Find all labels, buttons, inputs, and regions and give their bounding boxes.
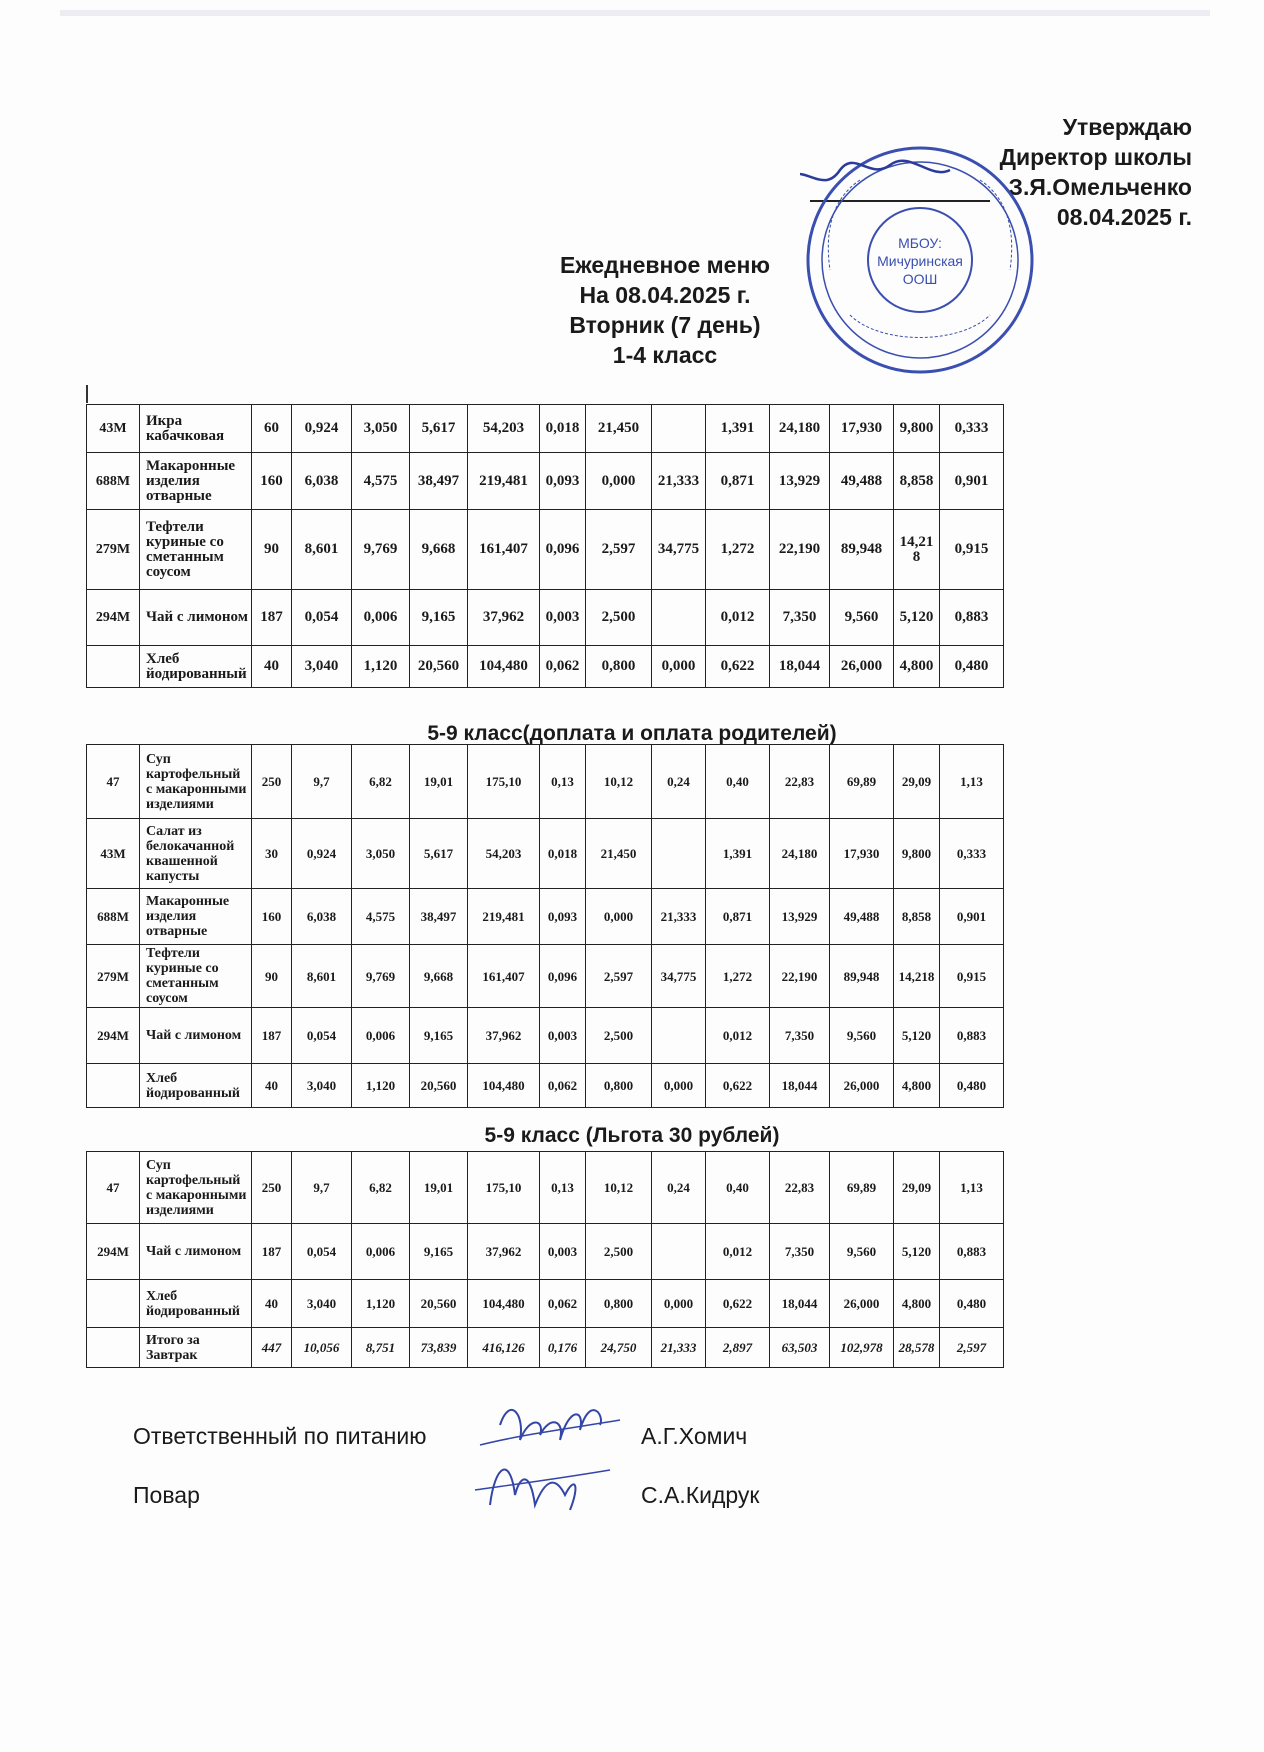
school-stamp bbox=[800, 140, 1040, 380]
nutrient-value-cell: 13,929 bbox=[770, 889, 830, 945]
nutrient-value-cell: 14,218 bbox=[894, 510, 940, 590]
table-row bbox=[87, 590, 1004, 646]
table-row bbox=[87, 745, 1004, 819]
nutrient-value-cell: 3,040 bbox=[292, 646, 352, 688]
nutrient-value-cell: 24,750 bbox=[586, 1328, 652, 1368]
nutrient-value-cell: 0,000 bbox=[652, 646, 706, 688]
nutrient-value-cell bbox=[652, 1008, 706, 1064]
dish-name-cell: Хлеб йодированный bbox=[140, 646, 252, 688]
menu-title bbox=[530, 250, 800, 370]
nutrient-value-cell: 6,82 bbox=[352, 1152, 410, 1224]
nutrient-value-cell: 0,480 bbox=[940, 1064, 1004, 1108]
dish-name-cell: Итого за Завтрак bbox=[140, 1328, 252, 1368]
nutrient-value-cell: 416,126 bbox=[468, 1328, 540, 1368]
nutrient-value-cell: 0,333 bbox=[940, 819, 1004, 889]
dish-code-cell bbox=[87, 1064, 140, 1108]
nutrient-value-cell: 73,839 bbox=[410, 1328, 468, 1368]
nutrient-value-cell: 9,769 bbox=[352, 945, 410, 1008]
nutrient-value-cell: 0,480 bbox=[940, 646, 1004, 688]
approval-line-4: 08.04.2025 г. bbox=[1056, 204, 1192, 230]
nutrient-value-cell: 0,018 bbox=[540, 819, 586, 889]
nutrient-value-cell: 9,560 bbox=[830, 1224, 894, 1280]
nutrient-value-cell: 2,597 bbox=[940, 1328, 1004, 1368]
nutrient-value-cell: 19,01 bbox=[410, 1152, 468, 1224]
portion-cell: 40 bbox=[252, 1064, 292, 1108]
footer-role-responsible: Ответственный по питанию bbox=[133, 1423, 427, 1449]
nutrient-value-cell: 9,800 bbox=[894, 819, 940, 889]
title-line-3: Вторник (7 день) bbox=[569, 312, 761, 338]
nutrient-value-cell: 0,000 bbox=[586, 453, 652, 510]
dish-name-cell: Тефтели куриные со сметанным соусом bbox=[140, 945, 252, 1008]
nutrient-value-cell: 49,488 bbox=[830, 889, 894, 945]
nutrient-value-cell: 3,040 bbox=[292, 1064, 352, 1108]
dish-name-cell: Чай с лимоном bbox=[140, 1008, 252, 1064]
dish-name-cell: Чай с лимоном bbox=[140, 590, 252, 646]
nutrient-value-cell: 0,093 bbox=[540, 453, 586, 510]
nutrient-value-cell: 104,480 bbox=[468, 646, 540, 688]
nutrient-value-cell: 0,13 bbox=[540, 745, 586, 819]
portion-cell: 160 bbox=[252, 889, 292, 945]
nutrient-value-cell: 17,930 bbox=[830, 405, 894, 453]
nutrient-value-cell: 89,948 bbox=[830, 510, 894, 590]
portion-cell: 187 bbox=[252, 1224, 292, 1280]
nutrient-value-cell: 38,497 bbox=[410, 453, 468, 510]
nutrient-value-cell: 0,054 bbox=[292, 590, 352, 646]
table-row bbox=[87, 1064, 1004, 1108]
portion-cell: 90 bbox=[252, 510, 292, 590]
table-row bbox=[87, 1328, 1004, 1368]
nutrient-value-cell: 69,89 bbox=[830, 745, 894, 819]
nutrient-value-cell: 89,948 bbox=[830, 945, 894, 1008]
footer-name-cook: С.А.Кидрук bbox=[641, 1482, 760, 1508]
nutrient-value-cell: 0,40 bbox=[706, 1152, 770, 1224]
portion-cell: 60 bbox=[252, 405, 292, 453]
nutrient-value-cell: 19,01 bbox=[410, 745, 468, 819]
nutrient-value-cell: 7,350 bbox=[770, 1008, 830, 1064]
portion-cell: 187 bbox=[252, 1008, 292, 1064]
nutrient-value-cell: 0,006 bbox=[352, 1008, 410, 1064]
nutrient-value-cell: 14,218 bbox=[894, 945, 940, 1008]
nutrient-value-cell: 24,180 bbox=[770, 819, 830, 889]
dish-code-cell: 279М bbox=[87, 510, 140, 590]
dish-code-cell: 688М bbox=[87, 453, 140, 510]
nutrient-value-cell: 0,012 bbox=[706, 590, 770, 646]
title-line-4: 1-4 класс bbox=[612, 342, 718, 368]
nutrient-value-cell: 0,883 bbox=[940, 590, 1004, 646]
dish-name-cell: Макаронные изделия отварные bbox=[140, 889, 252, 945]
nutrient-value-cell: 0,096 bbox=[540, 510, 586, 590]
dish-name-cell: Хлеб йодированный bbox=[140, 1280, 252, 1328]
nutrient-value-cell: 1,13 bbox=[940, 745, 1004, 819]
nutrient-value-cell: 175,10 bbox=[468, 1152, 540, 1224]
nutrient-value-cell: 17,930 bbox=[830, 819, 894, 889]
nutrient-value-cell: 219,481 bbox=[468, 889, 540, 945]
dish-code-cell bbox=[87, 1280, 140, 1328]
nutrient-value-cell: 54,203 bbox=[468, 405, 540, 453]
nutrient-value-cell: 22,83 bbox=[770, 745, 830, 819]
nutrient-value-cell: 102,978 bbox=[830, 1328, 894, 1368]
nutrient-value-cell: 5,120 bbox=[894, 1224, 940, 1280]
nutrient-value-cell: 29,09 bbox=[894, 745, 940, 819]
nutrient-value-cell: 0,924 bbox=[292, 405, 352, 453]
nutrient-value-cell: 21,333 bbox=[652, 1328, 706, 1368]
stamp-center-2: Мичуринская bbox=[877, 253, 963, 269]
nutrient-value-cell: 24,180 bbox=[770, 405, 830, 453]
nutrient-value-cell: 9,7 bbox=[292, 1152, 352, 1224]
section-title-5-9-benefit: 5-9 класс (Льгота 30 рублей) bbox=[484, 1124, 780, 1147]
nutrient-value-cell: 69,89 bbox=[830, 1152, 894, 1224]
nutrient-value-cell: 28,578 bbox=[894, 1328, 940, 1368]
footer-role-cook: Повар bbox=[133, 1482, 200, 1508]
nutrient-value-cell: 219,481 bbox=[468, 453, 540, 510]
menu-table-5-9-benefit bbox=[86, 1151, 1004, 1368]
nutrient-value-cell: 9,560 bbox=[830, 590, 894, 646]
dish-code-cell: 47 bbox=[87, 1152, 140, 1224]
nutrient-value-cell: 0,915 bbox=[940, 510, 1004, 590]
dish-name-cell: Суп картофельный с макаронными изделиями bbox=[140, 1152, 252, 1224]
nutrient-value-cell: 0,000 bbox=[652, 1064, 706, 1108]
nutrient-value-cell: 5,120 bbox=[894, 590, 940, 646]
nutrient-value-cell: 63,503 bbox=[770, 1328, 830, 1368]
table-row bbox=[87, 453, 1004, 510]
nutrient-value-cell: 9,668 bbox=[410, 510, 468, 590]
table-row bbox=[87, 1152, 1004, 1224]
nutrient-value-cell: 104,480 bbox=[468, 1280, 540, 1328]
nutrient-value-cell: 0,800 bbox=[586, 1064, 652, 1108]
nutrient-value-cell: 8,601 bbox=[292, 945, 352, 1008]
nutrient-value-cell: 0,924 bbox=[292, 819, 352, 889]
nutrient-value-cell: 0,915 bbox=[940, 945, 1004, 1008]
dish-name-cell: Суп картофельный с макаронными изделиями bbox=[140, 745, 252, 819]
dish-code-cell: 279М bbox=[87, 945, 140, 1008]
approval-line-1: Утверждаю bbox=[1062, 114, 1192, 140]
nutrient-value-cell: 1,120 bbox=[352, 1280, 410, 1328]
table-row bbox=[87, 405, 1004, 453]
nutrient-value-cell: 37,962 bbox=[468, 590, 540, 646]
nutrient-value-cell: 3,050 bbox=[352, 405, 410, 453]
nutrient-value-cell: 1,272 bbox=[706, 510, 770, 590]
nutrient-value-cell: 8,601 bbox=[292, 510, 352, 590]
nutrient-value-cell: 22,190 bbox=[770, 510, 830, 590]
nutrient-value-cell: 9,668 bbox=[410, 945, 468, 1008]
nutrient-value-cell: 0,000 bbox=[586, 889, 652, 945]
nutrient-value-cell: 18,044 bbox=[770, 1064, 830, 1108]
table-row bbox=[87, 1224, 1004, 1280]
dish-code-cell: 43М bbox=[87, 405, 140, 453]
nutrient-value-cell: 26,000 bbox=[830, 1280, 894, 1328]
nutrient-value-cell: 54,203 bbox=[468, 819, 540, 889]
dish-name-cell: Хлеб йодированный bbox=[140, 1064, 252, 1108]
nutrient-value-cell: 4,800 bbox=[894, 646, 940, 688]
nutrient-value-cell: 0,006 bbox=[352, 590, 410, 646]
nutrient-value-cell: 0,883 bbox=[940, 1008, 1004, 1064]
approval-line-2: Директор школы bbox=[999, 144, 1192, 170]
portion-cell: 250 bbox=[252, 1152, 292, 1224]
nutrient-value-cell: 0,012 bbox=[706, 1224, 770, 1280]
nutrient-value-cell: 0,883 bbox=[940, 1224, 1004, 1280]
dish-code-cell: 294М bbox=[87, 590, 140, 646]
nutrient-value-cell: 3,050 bbox=[352, 819, 410, 889]
nutrient-value-cell: 10,056 bbox=[292, 1328, 352, 1368]
nutrient-value-cell bbox=[652, 1224, 706, 1280]
table-row bbox=[87, 889, 1004, 945]
nutrient-value-cell: 2,500 bbox=[586, 590, 652, 646]
nutrient-value-cell: 9,7 bbox=[292, 745, 352, 819]
nutrient-value-cell: 34,775 bbox=[652, 945, 706, 1008]
nutrient-value-cell: 0,062 bbox=[540, 646, 586, 688]
nutrient-value-cell: 9,769 bbox=[352, 510, 410, 590]
nutrient-value-cell: 18,044 bbox=[770, 1280, 830, 1328]
nutrient-value-cell: 4,800 bbox=[894, 1064, 940, 1108]
nutrient-value-cell: 161,407 bbox=[468, 510, 540, 590]
nutrient-value-cell: 2,597 bbox=[586, 510, 652, 590]
nutrient-value-cell: 26,000 bbox=[830, 1064, 894, 1108]
table-row bbox=[87, 1008, 1004, 1064]
nutrient-value-cell: 0,800 bbox=[586, 1280, 652, 1328]
portion-cell: 40 bbox=[252, 1280, 292, 1328]
nutrient-value-cell: 0,000 bbox=[652, 1280, 706, 1328]
nutrient-value-cell: 0,062 bbox=[540, 1064, 586, 1108]
section-title-5-9-paid: 5-9 класс(доплата и оплата родителей) bbox=[427, 722, 837, 745]
nutrient-value-cell: 6,82 bbox=[352, 745, 410, 819]
nutrient-value-cell bbox=[652, 405, 706, 453]
dish-code-cell: 294М bbox=[87, 1008, 140, 1064]
stamp-center-3: ООШ bbox=[902, 271, 938, 287]
nutrient-value-cell: 34,775 bbox=[652, 510, 706, 590]
nutrient-value-cell: 8,858 bbox=[894, 889, 940, 945]
nutrient-value-cell: 22,190 bbox=[770, 945, 830, 1008]
portion-cell: 40 bbox=[252, 646, 292, 688]
table-row bbox=[87, 646, 1004, 688]
nutrient-value-cell: 0,24 bbox=[652, 1152, 706, 1224]
nutrient-value-cell: 0,003 bbox=[540, 590, 586, 646]
nutrient-value-cell: 1,120 bbox=[352, 646, 410, 688]
table-row bbox=[87, 510, 1004, 590]
nutrient-value-cell: 20,560 bbox=[410, 1064, 468, 1108]
title-line-1: Ежедневное меню bbox=[559, 252, 771, 278]
nutrient-value-cell: 4,575 bbox=[352, 453, 410, 510]
nutrient-value-cell: 0,096 bbox=[540, 945, 586, 1008]
nutrient-value-cell: 1,391 bbox=[706, 819, 770, 889]
nutrient-value-cell: 49,488 bbox=[830, 453, 894, 510]
nutrient-value-cell: 9,800 bbox=[894, 405, 940, 453]
scan-edge bbox=[60, 10, 1210, 16]
dish-code-cell: 294М bbox=[87, 1224, 140, 1280]
nutrient-value-cell: 7,350 bbox=[770, 1224, 830, 1280]
stamp-center-1: МБОУ: bbox=[898, 235, 942, 251]
nutrient-value-cell: 7,350 bbox=[770, 590, 830, 646]
table-row bbox=[87, 1280, 1004, 1328]
dish-code-cell bbox=[87, 1328, 140, 1368]
nutrient-value-cell: 20,560 bbox=[410, 1280, 468, 1328]
nutrient-value-cell: 9,165 bbox=[410, 590, 468, 646]
nutrient-value-cell: 3,040 bbox=[292, 1280, 352, 1328]
dish-code-cell: 43М bbox=[87, 819, 140, 889]
footer-name-responsible: А.Г.Хомич bbox=[641, 1423, 748, 1449]
nutrient-value-cell: 5,617 bbox=[410, 405, 468, 453]
nutrient-value-cell: 9,165 bbox=[410, 1008, 468, 1064]
nutrient-value-cell: 5,120 bbox=[894, 1008, 940, 1064]
nutrient-value-cell: 0,003 bbox=[540, 1008, 586, 1064]
nutrient-value-cell: 0,622 bbox=[706, 646, 770, 688]
dish-code-cell bbox=[87, 646, 140, 688]
dish-code-cell: 688М bbox=[87, 889, 140, 945]
nutrient-value-cell: 21,333 bbox=[652, 453, 706, 510]
nutrient-value-cell: 8,751 bbox=[352, 1328, 410, 1368]
nutrient-value-cell: 10,12 bbox=[586, 745, 652, 819]
dish-name-cell: Икра кабачковая bbox=[140, 405, 252, 453]
nutrient-value-cell: 8,858 bbox=[894, 453, 940, 510]
nutrient-value-cell: 22,83 bbox=[770, 1152, 830, 1224]
nutrient-value-cell: 13,929 bbox=[770, 453, 830, 510]
title-line-2: На 08.04.2025 г. bbox=[579, 282, 751, 308]
nutrient-value-cell: 0,018 bbox=[540, 405, 586, 453]
nutrient-value-cell: 0,062 bbox=[540, 1280, 586, 1328]
nutrient-value-cell: 18,044 bbox=[770, 646, 830, 688]
nutrient-value-cell: 2,597 bbox=[586, 945, 652, 1008]
table-row bbox=[87, 945, 1004, 1008]
table-row bbox=[87, 819, 1004, 889]
portion-cell: 447 bbox=[252, 1328, 292, 1368]
nutrient-value-cell: 5,617 bbox=[410, 819, 468, 889]
dish-name-cell: Тефтели куриные со сметанным соусом bbox=[140, 510, 252, 590]
nutrient-value-cell: 0,24 bbox=[652, 745, 706, 819]
table-edge-mark bbox=[86, 385, 88, 403]
nutrient-value-cell: 21,333 bbox=[652, 889, 706, 945]
handwritten-signatures bbox=[470, 1385, 630, 1535]
portion-cell: 250 bbox=[252, 745, 292, 819]
nutrient-value-cell: 21,450 bbox=[586, 819, 652, 889]
menu-table-1-4 bbox=[86, 404, 1004, 688]
nutrient-value-cell: 2,500 bbox=[586, 1224, 652, 1280]
nutrient-value-cell: 2,897 bbox=[706, 1328, 770, 1368]
dish-name-cell: Макаронные изделия отварные bbox=[140, 453, 252, 510]
nutrient-value-cell: 9,165 bbox=[410, 1224, 468, 1280]
nutrient-value-cell: 0,871 bbox=[706, 453, 770, 510]
dish-name-cell: Чай с лимоном bbox=[140, 1224, 252, 1280]
nutrient-value-cell bbox=[652, 819, 706, 889]
nutrient-value-cell: 4,575 bbox=[352, 889, 410, 945]
nutrient-value-cell: 4,800 bbox=[894, 1280, 940, 1328]
menu-table-5-9-paid bbox=[86, 744, 1004, 1108]
nutrient-value-cell: 104,480 bbox=[468, 1064, 540, 1108]
nutrient-value-cell: 0,800 bbox=[586, 646, 652, 688]
nutrient-value-cell: 1,120 bbox=[352, 1064, 410, 1108]
nutrient-value-cell: 37,962 bbox=[468, 1008, 540, 1064]
nutrient-value-cell bbox=[652, 590, 706, 646]
nutrient-value-cell: 0,012 bbox=[706, 1008, 770, 1064]
nutrient-value-cell: 6,038 bbox=[292, 889, 352, 945]
nutrient-value-cell: 20,560 bbox=[410, 646, 468, 688]
nutrient-value-cell: 29,09 bbox=[894, 1152, 940, 1224]
dish-name-cell: Салат из белокачанной квашенной капусты bbox=[140, 819, 252, 889]
portion-cell: 187 bbox=[252, 590, 292, 646]
nutrient-value-cell: 0,13 bbox=[540, 1152, 586, 1224]
nutrient-value-cell: 21,450 bbox=[586, 405, 652, 453]
nutrient-value-cell: 161,407 bbox=[468, 945, 540, 1008]
portion-cell: 160 bbox=[252, 453, 292, 510]
dish-code-cell: 47 bbox=[87, 745, 140, 819]
nutrient-value-cell: 0,006 bbox=[352, 1224, 410, 1280]
nutrient-value-cell: 9,560 bbox=[830, 1008, 894, 1064]
nutrient-value-cell: 0,901 bbox=[940, 453, 1004, 510]
nutrient-value-cell: 1,391 bbox=[706, 405, 770, 453]
nutrient-value-cell: 0,901 bbox=[940, 889, 1004, 945]
nutrient-value-cell: 0,40 bbox=[706, 745, 770, 819]
nutrient-value-cell: 10,12 bbox=[586, 1152, 652, 1224]
nutrient-value-cell: 0,003 bbox=[540, 1224, 586, 1280]
nutrient-value-cell: 37,962 bbox=[468, 1224, 540, 1280]
nutrient-value-cell: 0,054 bbox=[292, 1224, 352, 1280]
nutrient-value-cell: 175,10 bbox=[468, 745, 540, 819]
approval-line-3: З.Я.Омельченко bbox=[1008, 174, 1192, 200]
portion-cell: 30 bbox=[252, 819, 292, 889]
nutrient-value-cell: 0,333 bbox=[940, 405, 1004, 453]
nutrient-value-cell: 6,038 bbox=[292, 453, 352, 510]
nutrient-value-cell: 38,497 bbox=[410, 889, 468, 945]
nutrient-value-cell: 0,054 bbox=[292, 1008, 352, 1064]
nutrient-value-cell: 0,622 bbox=[706, 1280, 770, 1328]
nutrient-value-cell: 0,480 bbox=[940, 1280, 1004, 1328]
portion-cell: 90 bbox=[252, 945, 292, 1008]
nutrient-value-cell: 0,176 bbox=[540, 1328, 586, 1368]
nutrient-value-cell: 0,093 bbox=[540, 889, 586, 945]
nutrient-value-cell: 1,272 bbox=[706, 945, 770, 1008]
nutrient-value-cell: 0,871 bbox=[706, 889, 770, 945]
nutrient-value-cell: 26,000 bbox=[830, 646, 894, 688]
nutrient-value-cell: 2,500 bbox=[586, 1008, 652, 1064]
nutrient-value-cell: 1,13 bbox=[940, 1152, 1004, 1224]
nutrient-value-cell: 0,622 bbox=[706, 1064, 770, 1108]
